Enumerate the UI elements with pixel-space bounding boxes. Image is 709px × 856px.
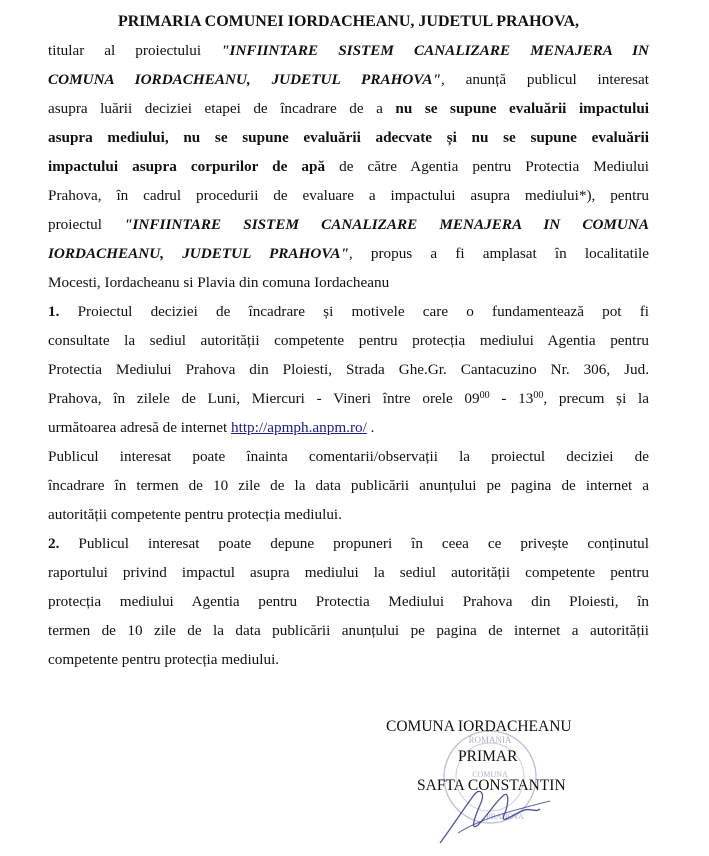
intro-line-8: proiectul "INFIINTARE SISTEM CANALIZARE MENAJERA IN COMUNA (48, 216, 649, 233)
intro-line-3: COMUNA IORDACHEANU, JUDETUL PRAHOVA", anunță publicul interesat (48, 71, 649, 88)
point2-line-1: 2. Publicul interesat poate depune propuneri în ceea ce privește conținutul (48, 535, 649, 552)
stamp-text-bottom: PRAHOVA (486, 812, 524, 821)
point1-line-5: următoarea adresă de internet http://apmph.anpm.ro/ . (48, 419, 375, 436)
point1-line-2: consultate la sediul autorității competente pentru protecția mediului Agentia pentru (48, 332, 649, 349)
stamp-text-top: ROMANIA (468, 735, 512, 745)
project-title-2: "INFIINTARE SISTEM CANALIZARE MENAJERA IN COMUNA (124, 216, 649, 233)
intro-line-7: Prahova, în cadrul procedurii de evaluare a impactului asupra mediului*), pentru (48, 187, 649, 204)
signature-title: PRIMAR (458, 748, 518, 765)
point1-line-4: Prahova, în zilele de Luni, Miercuri - Vineri între orele $09^{00} - 13^{00}$, precum și la (48, 390, 649, 407)
project-title-cont: COMUNA IORDACHEANU, JUDETUL PRAHOVA" (48, 71, 441, 88)
project-title-2-cont: IORDACHEANU, JUDETUL PRAHOVA" (48, 245, 349, 262)
heading: PRIMARIA COMUNEI IORDACHEANU, JUDETUL PRAHOVA, (117, 13, 580, 30)
point1-line-3: Protectia Mediului Prahova din Ploiesti, Strada Ghe.Gr. Cantacuzino Nr. 306, Jud. (48, 361, 649, 378)
point2-line-5: competente pentru protecția mediului. (48, 651, 280, 668)
project-title: "INFIINTARE SISTEM CANALIZARE MENAJERA IN (221, 42, 649, 59)
comments-line-3: autorității competente pentru protecția mediului. (48, 506, 342, 523)
intro-line-5: asupra mediului, nu se supune evaluării adecvate și nu se supune evaluării (48, 129, 649, 146)
point2-line-2: raportului privind impactul asupra mediului la sediul autorității competente pentru (48, 564, 649, 581)
intro-line-9: IORDACHEANU, JUDETUL PRAHOVA", propus a fi amplasat în localitatile (48, 245, 650, 262)
stamp-text-middle: COMUNA (472, 770, 508, 779)
comments-line-1: Publicul interesat poate înainta comentarii/observații la proiectul deciziei de (48, 448, 649, 465)
intro-line-4: asupra luării deciziei etapei de încadrare de a nu se supune evaluării impactului (48, 100, 649, 117)
point1-line-1: 1. Proiectul deciziei de încadrare și motivele care o fundamentează pot fi (48, 303, 649, 320)
point2-line-4: termen de 10 zile de la data publicării anunțului pe pagina de internet a autorității (48, 622, 649, 639)
intro-line-6: impactului asupra corpurilor de apă de către Agentia pentru Protectia Mediului (48, 158, 649, 175)
intro-line-2: titular al proiectului "INFIINTARE SISTEM CANALIZARE MENAJERA IN (48, 42, 649, 59)
point2-line-3: protecția mediului Agentia pentru Protectia Mediului Prahova din Ploiesti, în (48, 593, 649, 610)
intro-line-10: Mocesti, Iordacheanu si Plavia din comuna Iordacheanu (48, 274, 390, 291)
apm-website-link[interactable]: http://apmph.anpm.ro/ (231, 419, 367, 436)
signature-commune: COMUNA IORDACHEANU (386, 718, 572, 735)
comments-line-2: încadrare în termen de 10 zile de la data publicării anunțului pe pagina de internet a (48, 477, 649, 494)
signature-name: SAFTA CONSTANTIN (417, 777, 566, 794)
